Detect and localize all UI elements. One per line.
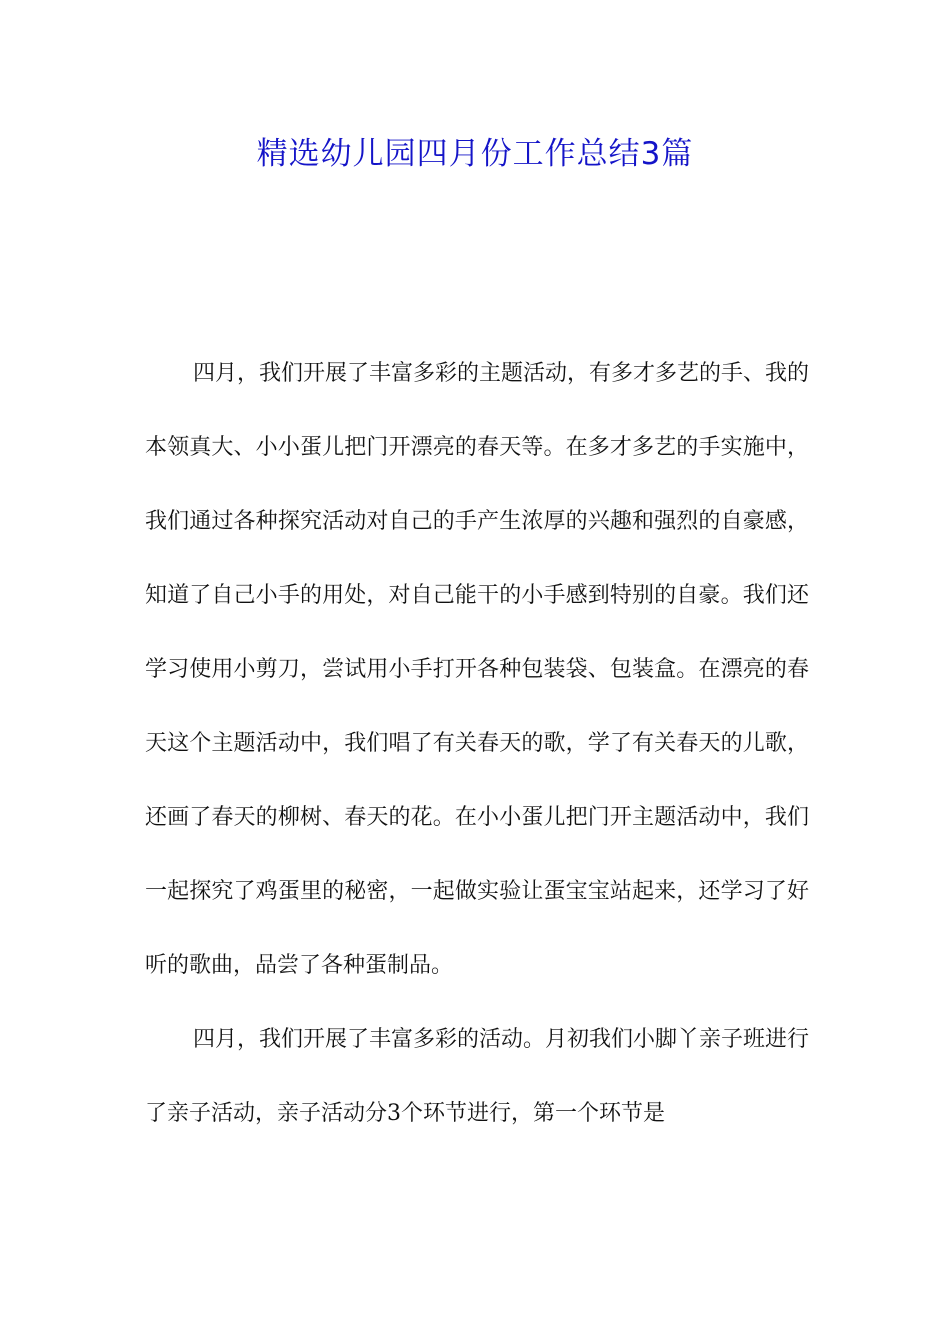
paragraph-2: 四月，我们开展了丰富多彩的活动。月初我们小脚丫亲子班进行了亲子活动，亲子活动分3个环节进行，第一个环节是 [145,1027,810,1126]
document-body [145,337,809,1151]
paragraph-1: 四月，我们开展了丰富多彩的主题活动，有多才多艺的手、我的本领真大、小小蛋儿把门开漂亮的春天等。在多才多艺的手实施中，我们通过各种探究活动对自己的手产生浓厚的兴趣和强烈的自豪感，知道了自己小手的用处，对自己能干的小手感到特别的自豪。我们还学习使用小剪刀，尝试用小手打开各种包装袋、包装盒。在漂亮的春天这个主题活动中，我们唱了有关春天的歌，学了有关春天的儿歌，还画了春天的柳树、春天的花。在小小蛋儿把门开主题活动中，我们一起探究了鸡蛋里的秘密，一起做实验让蛋宝宝站起来，还学习了好听的歌曲，品尝了各种蛋制品。 [145,361,810,978]
document-title: 精选幼儿园四月份工作总结3篇 [256,136,694,172]
